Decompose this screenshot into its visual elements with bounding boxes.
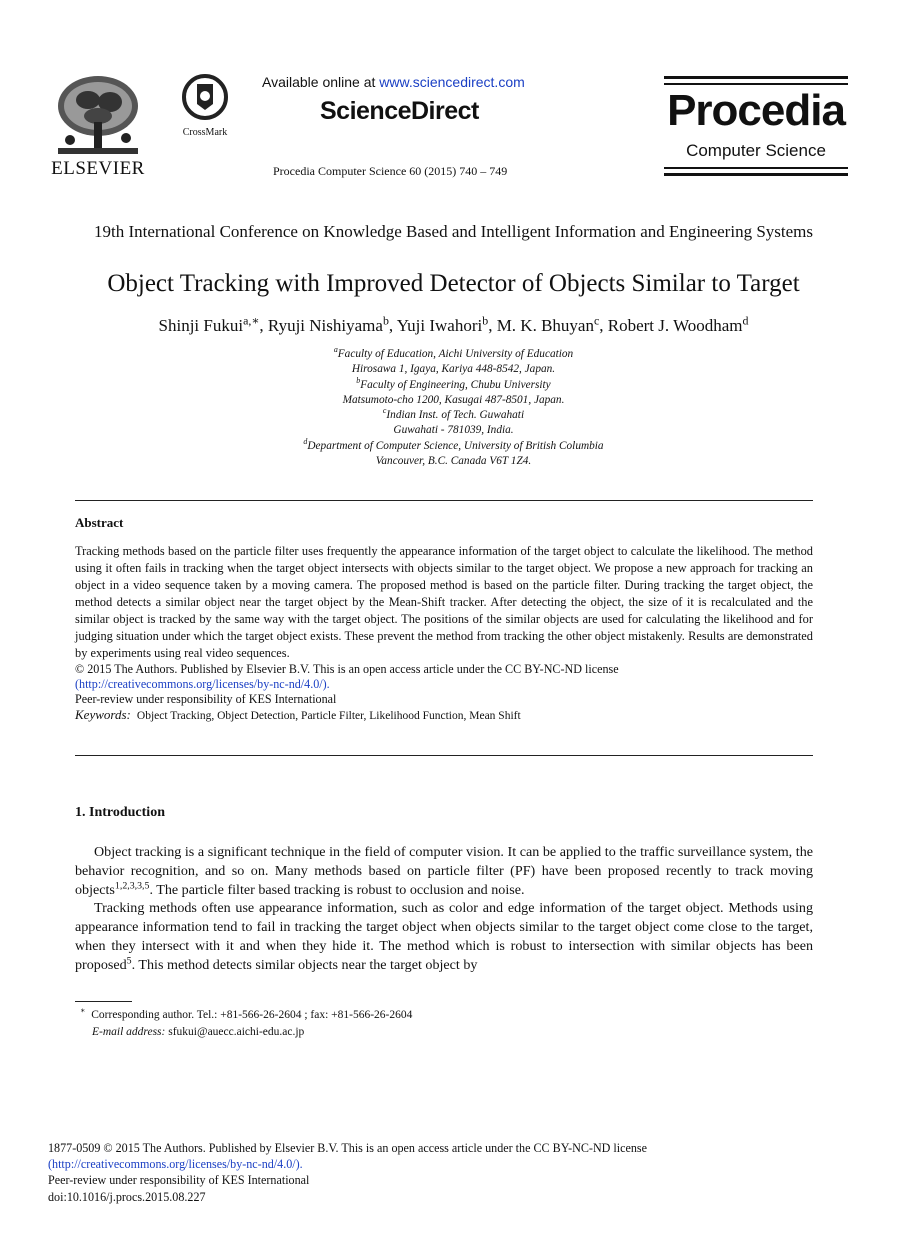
- paragraph-text: . The particle filter based tracking is robust to occlusion and noise.: [149, 881, 525, 898]
- email-label: E-mail address:: [92, 1026, 166, 1038]
- author-affil-mark: a,∗: [243, 313, 260, 328]
- procedia-title: Procedia: [667, 86, 845, 135]
- available-online: [262, 74, 525, 90]
- affiliations: [150, 347, 757, 469]
- email-address[interactable]: sfukui@auecc.aichi-edu.ac.jp: [168, 1026, 305, 1038]
- elsevier-tree-icon: [48, 72, 148, 158]
- affil-mark: a: [333, 345, 338, 355]
- author-name: M. K. Bhuyan: [496, 316, 594, 335]
- conference-name: 19th International Conference on Knowledge Based and Intelligent Information and Engineering Systems: [94, 222, 813, 241]
- corresponding-author: Corresponding author. Tel.: +81-566-26-2604 ; fax: +81-566-26-2604: [91, 1009, 413, 1021]
- available-prefix: Available online at: [262, 74, 380, 90]
- abstract-heading: Abstract: [75, 515, 124, 530]
- journal-citation: Procedia Computer Science 60 (2015) 740 – 749: [273, 164, 508, 178]
- copyright-line: © 2015 The Authors. Published by Elsevier B.V. This is an open access article under the CC BY-NC-ND license: [75, 662, 619, 676]
- paper-title: Object Tracking with Improved Detector of Objects Similar to Target: [107, 270, 800, 297]
- author-affil-mark: c: [593, 313, 600, 328]
- affil-name: Indian Inst. of Tech. Guwahati: [386, 409, 525, 422]
- affiliation-address: Vancouver, B.C. Canada V6T 1Z4.: [375, 455, 532, 468]
- crossmark-icon: [182, 74, 228, 120]
- sciencedirect-link[interactable]: www.sciencedirect.com: [379, 74, 525, 90]
- affil-name: Department of Computer Science, University of British Columbia: [307, 439, 604, 452]
- affiliation-line: [150, 375, 757, 393]
- footer-license-link[interactable]: (http://creativecommons.org/licenses/by-nc-nd/4.0/).: [48, 1157, 303, 1172]
- crossmark-badge[interactable]: [176, 74, 234, 138]
- citation-ref[interactable]: 1,2,3,3,5: [114, 879, 150, 891]
- affil-mark: d: [303, 437, 308, 447]
- affil-name: Faculty of Education, Aichi University of Education: [337, 348, 574, 360]
- footer-doi[interactable]: doi:10.1016/j.procs.2015.08.227: [48, 1189, 206, 1204]
- abstract: [75, 543, 813, 724]
- footer-copyright: 1877-0509 © 2015 The Authors. Published by Elsevier B.V. This is an open access article under the CC BY-NC-ND license: [48, 1141, 648, 1155]
- footer-peer-review: Peer-review under responsibility of KES International: [48, 1173, 310, 1188]
- publisher-name: ELSEVIER: [51, 158, 145, 179]
- footnote: [80, 1007, 412, 1041]
- keywords-list: Object Tracking, Object Detection, Particle Filter, Likelihood Function, Mean Shift: [136, 710, 521, 722]
- affiliation-line: [150, 347, 757, 362]
- affil-mark: c: [382, 406, 387, 416]
- affiliation-line: [150, 408, 757, 423]
- author-name: Shinji Fukui: [158, 316, 244, 335]
- author-name: Yuji Iwahori: [396, 316, 483, 335]
- affiliation-address: Hirosawa 1, Igaya, Kariya 448-8542, Japan.: [351, 363, 556, 376]
- peer-review-line: Peer-review under responsibility of KES International: [75, 692, 337, 706]
- affil-name: Faculty of Engineering, Chubu University: [360, 378, 551, 391]
- affiliation-address: Guwahati - 781039, India.: [393, 424, 514, 437]
- paragraph: [75, 899, 813, 974]
- author-affil-mark: b: [482, 313, 489, 328]
- procedia-subtitle: Computer Science: [686, 141, 826, 160]
- license-link[interactable]: (http://creativecommons.org/licenses/by-nc-nd/4.0/).: [75, 677, 330, 691]
- footnote-rule: [75, 1001, 132, 1002]
- citation-ref[interactable]: 5: [126, 955, 132, 967]
- abstract-text: Tracking methods based on the particle filter uses frequently the appearance information of the target object to calculate the likelihood. The method using it often fails in tracking when the target object intersects with objects similar to the target object. We propose a new approach for tracking an object in a video sequence taken by a moving camera. The proposed method is based on the particle filter. During tracking the target object, the method detects a similar object near the target object by the Mean-Shift tracker. After detecting the object, the size of it is recalculated and the similar object is tracked by the same way with the target object. The positions of the similar objects are used for calculating the likelihood and for judging situation under which the target object exists. These prevent the method from tracking the other object mistakenly. Results are demonstrated by experiments using real video sequences.: [75, 544, 813, 660]
- paragraph-text: Object tracking is a significant technique in the field of computer vision. It can be applied to the traffic surveillance system, the behavior recognition, and so on. Many methods based on particle filter (PF) have been proposed recently to track moving objects: [75, 844, 813, 898]
- sciencedirect-wordmark: ScienceDirect: [320, 97, 479, 125]
- page-footer: [48, 1140, 647, 1205]
- section-heading-introduction: 1. Introduction: [75, 805, 165, 820]
- author-name: Robert J. Woodham: [607, 316, 743, 335]
- footnote-mark: ∗: [80, 1006, 86, 1016]
- paragraph-text: . This method detects similar objects near the target object by: [131, 956, 478, 973]
- elsevier-logo: [48, 72, 148, 180]
- author-name: Ryuji Nishiyama: [267, 316, 383, 335]
- affiliation-address: Matsumoto-cho 1200, Kasugai 487-8501, Japan.: [342, 393, 565, 406]
- keywords-label: Keywords:: [75, 707, 131, 722]
- affil-mark: b: [356, 375, 361, 385]
- author-affil-mark: d: [742, 313, 749, 328]
- author-affil-mark: b: [382, 313, 389, 328]
- author-list: Shinji Fukui$^{a,∗}$, Ryuji Nishiyama$^b$, Yuji Iwahori$^b$, M. K. Bhuyan$^c$, Robert J. Woodham$^d$: [158, 313, 749, 335]
- procedia-logo: [664, 76, 848, 176]
- paragraph: [75, 843, 813, 899]
- crossmark-label: CrossMark: [182, 127, 228, 138]
- introduction-body: [75, 843, 813, 975]
- paragraph-text: Tracking methods often use appearance information, such as color and edge information of the target object. Methods using appearance information tend to fail in tracking the target object when objects similar to the target object come close to the target, when they intersect with it and when they hide it. The method which is robust to intersection with similar objects has been proposed: [75, 900, 813, 973]
- affiliation-line: [150, 439, 757, 454]
- divider: [75, 500, 813, 501]
- divider: [75, 755, 813, 756]
- keywords-line: [75, 707, 813, 724]
